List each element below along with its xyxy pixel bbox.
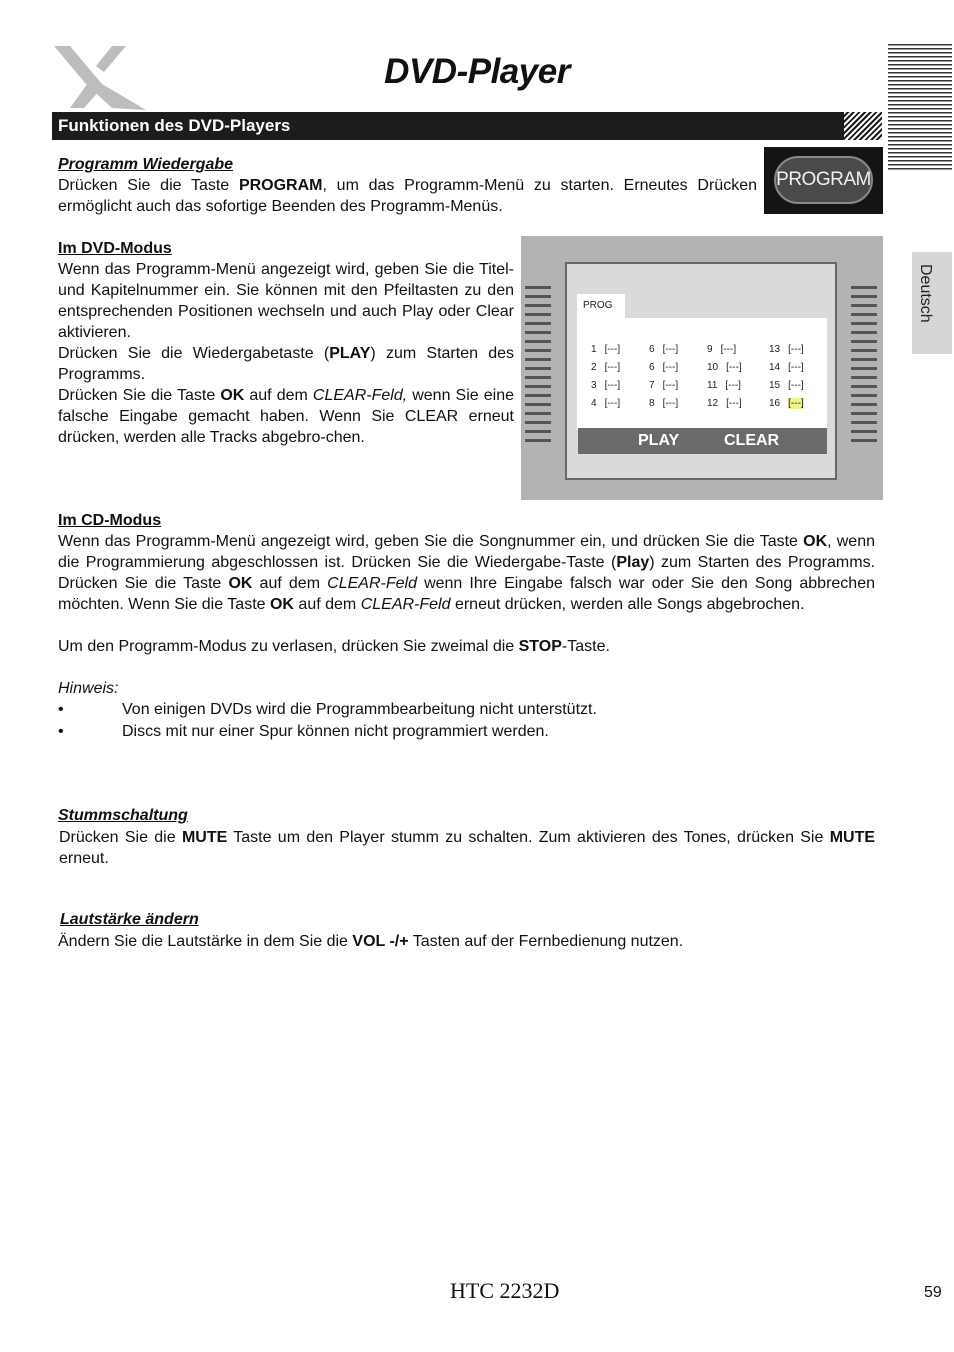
- prog-slot-number: 12: [707, 398, 719, 409]
- prog-slot-value: [---]: [604, 380, 621, 391]
- prog-slot-number: 6: [649, 362, 655, 373]
- volume-heading: Lautstärke ändern: [60, 911, 199, 928]
- prog-slot-number: 15: [769, 380, 781, 391]
- prog-slot-number: 14: [769, 362, 781, 373]
- prog-slot: [707, 398, 742, 409]
- prog-bar: [578, 428, 827, 454]
- prog-slot: [707, 362, 742, 373]
- prog-slot: [591, 344, 620, 355]
- prog-slot-value: [---]: [725, 380, 741, 391]
- program-text: Drücken Sie die Taste PROGRAM, um das Programm-Menü zu starten. Erneutes Drücken ermöglicht auch das sofortige Beenden des Programm-Menüs.: [58, 177, 757, 215]
- prog-slot: [769, 362, 804, 373]
- page-number: 59: [924, 1284, 942, 1301]
- cd-mode-heading: Im CD-Modus: [58, 512, 162, 529]
- page-title: DVD-Player: [384, 52, 570, 91]
- prog-slot: [649, 398, 678, 409]
- dvd-mode-heading: Im DVD-Modus: [58, 240, 172, 257]
- note-label: Hinweis:: [58, 680, 119, 697]
- clear-label: CLEAR: [724, 432, 780, 449]
- prog-slot-value: [---]: [662, 398, 679, 409]
- screen-dashes-left: [525, 286, 551, 448]
- prog-slot-value: [---]: [662, 362, 679, 373]
- dvd-mode-p2: Drücken Sie die Wiedergabetaste (PLAY) zum Starten des Programms.: [58, 345, 515, 383]
- note-bullet-1: •: [58, 701, 64, 718]
- prog-slot: [649, 380, 678, 391]
- prog-slot-number: 2: [591, 362, 597, 373]
- screen-dashes-right: [851, 286, 877, 448]
- mute-text: Drücken Sie die MUTE Taste um den Player stumm zu schalten. Zum aktivieren des Tones, drücken Sie MUTE erneut.: [59, 829, 876, 867]
- section-hatch: [844, 112, 882, 140]
- prog-slot-number: 6: [649, 344, 655, 355]
- prog-slot-number: 8: [649, 398, 655, 409]
- prog-slot-value: [---]: [726, 398, 742, 409]
- prog-slot-value: [---]: [788, 344, 804, 355]
- note-item-2: Discs mit nur einer Spur können nicht programmiert werden.: [122, 723, 549, 740]
- mute-heading: Stummschaltung: [58, 807, 188, 824]
- cd-mode-text: Wenn das Programm-Menü angezeigt wird, geben Sie die Songnummer ein, und drücken Sie die Taste OK, wenn die Programmierung abgeschlossen ist. Drücken Sie die Wiedergabe-Taste (Play) zum Starten des Programms. Drücken Sie die Taste OK auf dem CLEAR-Feld wenn Ihre Eingabe falsch war oder Sie den Song abbrechen möchten. Wenn Sie die Taste OK auf dem CLEAR-Feld erneut drücken, werden alle Songs abgebrochen.: [58, 533, 876, 613]
- prog-slot-number: 3: [591, 380, 597, 391]
- prog-slot: [707, 344, 736, 355]
- prog-slot: [591, 380, 620, 391]
- prog-slot-value: [---]: [662, 380, 679, 391]
- prog-slot-value: [---]: [662, 344, 679, 355]
- prog-slot: [649, 362, 678, 373]
- prog-slot-value: [---]: [788, 362, 804, 373]
- volume-text: Ändern Sie die Lautstärke in dem Sie die VOL -/+ Tasten auf der Fernbedienung nutzen.: [58, 933, 684, 950]
- prog-slot: [649, 344, 678, 355]
- prog-slot: [591, 398, 620, 409]
- language-tab: [912, 252, 952, 354]
- prog-slot-number: 10: [707, 362, 719, 373]
- prog-slot-number: 16: [769, 398, 781, 409]
- header-stripes: [888, 44, 952, 172]
- prog-slot-value: [---]: [604, 344, 621, 355]
- prog-slot-value: [---]: [788, 398, 804, 409]
- prog-slot-number: 7: [649, 380, 655, 391]
- prog-slot-number: 1: [591, 344, 597, 355]
- note-item-1: Von einigen DVDs wird die Programmbearbeitung nicht unterstützt.: [122, 701, 597, 718]
- prog-table: [577, 318, 827, 430]
- program-heading: Programm Wiedergabe: [58, 156, 234, 173]
- prog-slot-value: [---]: [604, 362, 621, 373]
- prog-slot-number: 9: [707, 344, 713, 355]
- cd-mode-exit: Um den Programm-Modus zu verlasen, drücken Sie zweimal die STOP-Taste.: [58, 638, 610, 655]
- language-tab-label: Deutsch: [917, 264, 934, 323]
- prog-slot: [707, 380, 741, 391]
- play-label: PLAY: [638, 432, 680, 449]
- prog-slot: [769, 398, 804, 409]
- prog-slot-number: 11: [707, 380, 718, 391]
- footer-model: HTC 2232D: [450, 1278, 560, 1303]
- prog-slot: [769, 344, 804, 355]
- program-button-label: PROGRAM: [774, 156, 873, 204]
- note-bullet-2: •: [58, 723, 64, 740]
- section-title: Funktionen des DVD-Players: [58, 116, 291, 135]
- prog-slot-number: 4: [591, 398, 597, 409]
- prog-slot-value: [---]: [788, 380, 804, 391]
- prog-slot: [591, 362, 620, 373]
- dvd-mode-p3: Drücken Sie die Taste OK auf dem CLEAR-Feld, wenn Sie eine falsche Eingabe gemacht haben. Wenn Sie CLEAR erneut drücken, werden alle Tracks abgebro-chen.: [58, 387, 515, 446]
- prog-tab: PROG: [577, 294, 625, 320]
- prog-slot-value: [---]: [726, 362, 742, 373]
- program-button-image: [764, 147, 883, 214]
- section-bar: [52, 112, 882, 140]
- prog-slot-value: [---]: [604, 398, 621, 409]
- prog-slot-value: [---]: [720, 344, 737, 355]
- prog-slot-number: 13: [769, 344, 781, 355]
- dvd-mode-p1: Wenn das Programm-Menü angezeigt wird, geben Sie die Titel- und Kapitelnummer ein. Sie können mit den Pfeiltasten zu den entsprechenden Positionen wechseln und auch Play oder Clear aktivieren.: [58, 261, 514, 341]
- program-menu-screenshot: [521, 236, 883, 500]
- prog-slot: [769, 380, 804, 391]
